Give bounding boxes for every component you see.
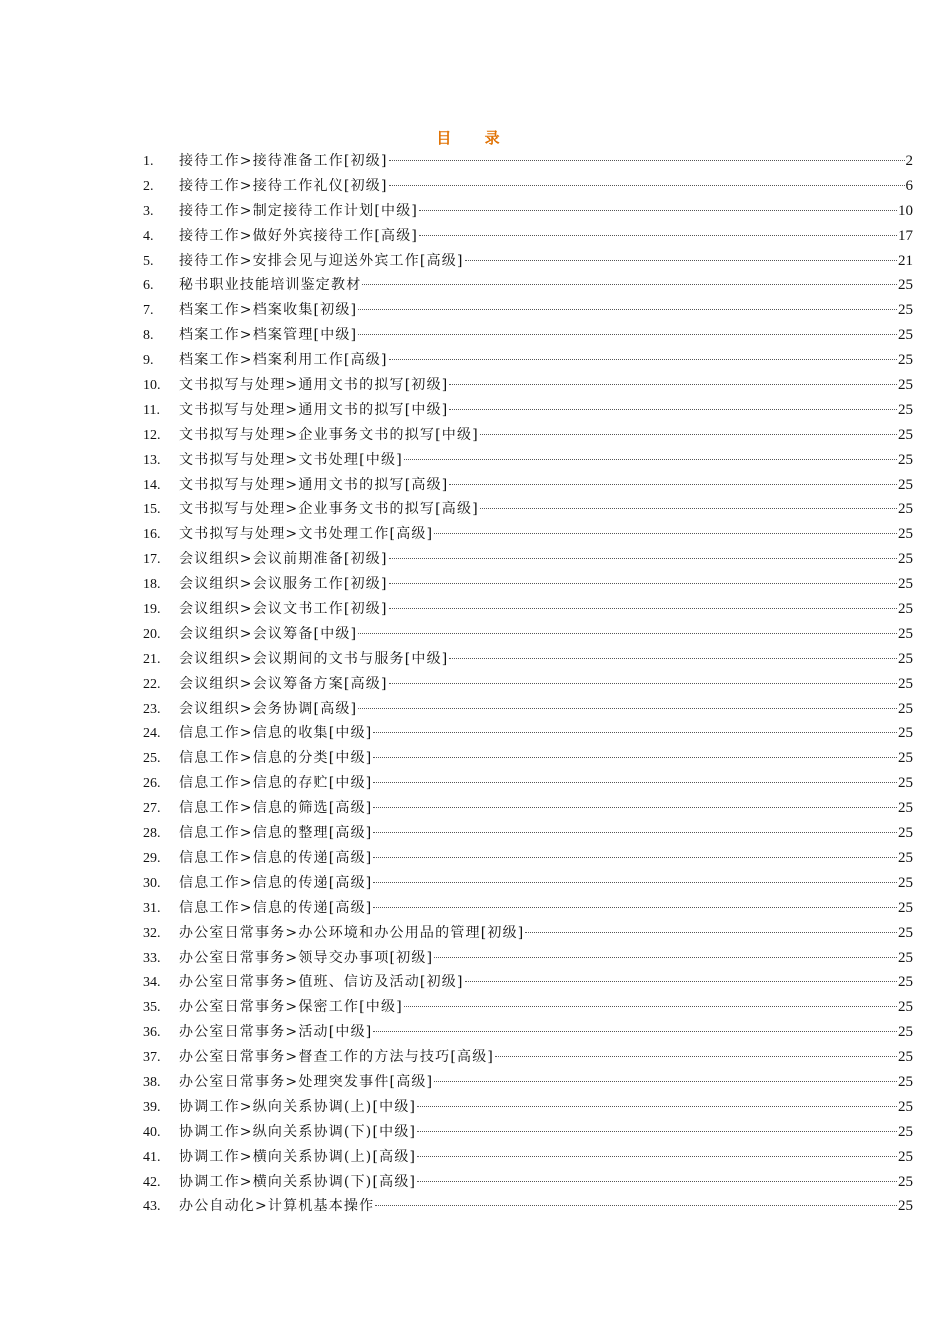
toc-entry-number: 9.: [143, 353, 154, 369]
toc-entry-page-number[interactable]: 25: [898, 625, 913, 642]
toc-entry-page-number[interactable]: 25: [898, 1173, 913, 1190]
toc-entry[interactable]: [143, 647, 913, 672]
toc-dot-leader: [373, 782, 897, 783]
toc-dot-leader: [389, 160, 905, 161]
toc-dot-leader: [525, 932, 897, 933]
toc-entry-label[interactable]: 接待工作>安排会见与迎送外宾工作[高级]: [179, 252, 464, 269]
toc-entry-page-number[interactable]: 25: [898, 1123, 913, 1140]
toc-entry-label[interactable]: 信息工作>信息的存贮[中级]: [179, 775, 373, 792]
toc-entry-page-number[interactable]: 25: [898, 526, 913, 543]
toc-entry-page-number[interactable]: 25: [898, 899, 913, 916]
toc-entry-label[interactable]: 会议组织>会议期间的文书与服务[中级]: [179, 650, 449, 667]
toc-entry-page-number[interactable]: 25: [898, 874, 913, 891]
toc-entry-label[interactable]: 接待工作>接待准备工作[初级]: [179, 153, 388, 169]
toc-entry-number: 30.: [143, 875, 161, 891]
toc-entry-label[interactable]: 档案工作>档案管理[中级]: [179, 327, 358, 344]
toc-entry[interactable]: [143, 672, 913, 697]
toc-entry-page-number[interactable]: 25: [898, 501, 913, 518]
toc-entry-page-number[interactable]: 25: [898, 1073, 913, 1090]
toc-entry-label[interactable]: 文书拟写与处理>企业事务文书的拟写[中级]: [179, 426, 479, 443]
toc-entry[interactable]: [143, 871, 913, 896]
toc-entry[interactable]: [143, 821, 913, 846]
toc-entry-page-number[interactable]: 25: [898, 675, 913, 692]
toc-entry-label[interactable]: 文书拟写与处理>通用文书的拟写[初级]: [179, 377, 449, 394]
toc-entry-page-number[interactable]: 17: [898, 227, 913, 244]
toc-dot-leader: [419, 210, 897, 211]
toc-entry-number: 13.: [143, 452, 161, 468]
toc-dot-leader: [480, 508, 897, 509]
toc-entry[interactable]: [143, 921, 913, 946]
toc-dot-leader: [358, 309, 897, 310]
toc-dot-leader: [495, 1056, 897, 1057]
toc-entry-page-number[interactable]: 25: [898, 576, 913, 593]
toc-entry-number: 34.: [143, 975, 161, 991]
toc-entry[interactable]: [143, 622, 913, 647]
toc-entry-number: 32.: [143, 925, 161, 941]
toc-entry-number: 4.: [143, 228, 154, 244]
toc-entry[interactable]: [143, 522, 913, 547]
toc-entry[interactable]: [143, 423, 913, 448]
toc-entry-page-number[interactable]: 25: [898, 650, 913, 667]
toc-entry-number: 20.: [143, 626, 161, 642]
toc-entry[interactable]: [143, 846, 913, 871]
toc-entry-label[interactable]: 会议组织>会务协调[高级]: [179, 700, 358, 717]
toc-entry-label[interactable]: 会议组织>会议筹备[中级]: [179, 625, 358, 642]
toc-entry-number: 19.: [143, 602, 161, 618]
toc-dot-leader: [389, 583, 897, 584]
toc-entry[interactable]: [143, 1145, 913, 1170]
toc-entry-label[interactable]: 秘书职业技能培训鉴定教材: [179, 277, 362, 294]
toc-entry-number: 12.: [143, 427, 161, 443]
toc-entry-page-number[interactable]: 25: [898, 476, 913, 493]
toc-entry-label[interactable]: 信息工作>信息的传递[高级]: [179, 899, 373, 916]
toc-entry-page-number[interactable]: 25: [898, 825, 913, 842]
toc-entry-page-number[interactable]: 25: [898, 426, 913, 443]
toc-entry-page-number[interactable]: 25: [898, 352, 913, 369]
toc-entry-label[interactable]: 文书拟写与处理>文书处理[中级]: [179, 451, 403, 468]
toc-entry-number: 31.: [143, 900, 161, 916]
toc-entry-number: 26.: [143, 776, 161, 792]
toc-entry[interactable]: [143, 224, 913, 249]
toc-entry-label[interactable]: 文书拟写与处理>企业事务文书的拟写[高级]: [179, 501, 479, 518]
toc-entry-number: 21.: [143, 651, 161, 667]
toc-entry-label[interactable]: 会议组织>会议服务工作[初级]: [179, 576, 388, 593]
toc-dot-leader: [389, 608, 897, 609]
toc-entry[interactable]: [143, 1020, 913, 1045]
toc-entry-number: 25.: [143, 751, 161, 767]
toc-entry-number: 40.: [143, 1124, 161, 1140]
toc-entry-number: 2.: [143, 178, 154, 194]
toc-entry[interactable]: [143, 1070, 913, 1095]
toc-entry-number: 23.: [143, 701, 161, 717]
toc-entry-label[interactable]: 信息工作>信息的收集[中级]: [179, 725, 373, 742]
toc-entry-number: 37.: [143, 1050, 161, 1066]
toc-entry-label[interactable]: 文书拟写与处理>通用文书的拟写[中级]: [179, 401, 449, 418]
toc-dot-leader: [389, 359, 897, 360]
toc-dot-leader: [389, 185, 905, 186]
toc-dot-leader: [358, 633, 897, 634]
toc-entry[interactable]: [143, 298, 913, 323]
toc-entry-number: 43.: [143, 1199, 161, 1215]
toc-entry-label[interactable]: 信息工作>信息的筛选[高级]: [179, 800, 373, 817]
toc-entry-page-number[interactable]: 25: [898, 750, 913, 767]
toc-dot-leader: [373, 832, 897, 833]
toc-entry[interactable]: [143, 721, 913, 746]
toc-entry-page-number[interactable]: 25: [898, 974, 913, 991]
toc-entry-number: 1.: [143, 154, 154, 169]
toc-dot-leader: [389, 683, 897, 684]
toc-entry-number: 41.: [143, 1149, 161, 1165]
toc-entry-number: 27.: [143, 801, 161, 817]
toc-dot-leader: [417, 1181, 897, 1182]
toc-dot-leader: [465, 981, 897, 982]
toc-dot-leader: [358, 334, 897, 335]
toc-entry-label[interactable]: 档案工作>档案收集[初级]: [179, 302, 358, 319]
toc-entry[interactable]: [143, 323, 913, 348]
toc-entry-number: 5.: [143, 253, 154, 269]
toc-entry-label[interactable]: 办公室日常事务>保密工作[中级]: [179, 999, 403, 1016]
toc-entry[interactable]: [143, 995, 913, 1020]
toc-dot-leader: [358, 708, 897, 709]
toc-dot-leader: [434, 533, 897, 534]
toc-dot-leader: [373, 882, 897, 883]
toc-entry-number: 17.: [143, 552, 161, 568]
toc-entry-label[interactable]: 办公室日常事务>领导交办事项[初级]: [179, 949, 434, 966]
toc-entry-page-number[interactable]: 25: [898, 1148, 913, 1165]
toc-title: 目 录: [436, 129, 514, 147]
toc-dot-leader: [373, 1031, 897, 1032]
toc-entry[interactable]: [143, 273, 913, 298]
toc-entry-number: 7.: [143, 303, 154, 319]
toc-entry-page-number[interactable]: 25: [898, 551, 913, 568]
toc-dot-leader: [373, 732, 897, 733]
toc-dot-leader: [373, 857, 897, 858]
toc-entry-label[interactable]: 信息工作>信息的传递[高级]: [179, 849, 373, 866]
toc-entry-page-number[interactable]: 25: [898, 1049, 913, 1066]
toc-entry[interactable]: [143, 697, 913, 722]
toc-entry-label[interactable]: 会议组织>会议文书工作[初级]: [179, 601, 388, 618]
toc-entry[interactable]: [143, 572, 913, 597]
toc-entry-label[interactable]: 办公室日常事务>办公环境和办公用品的管理[初级]: [179, 924, 525, 941]
toc-entry-number: 10.: [143, 378, 161, 394]
toc-entry-page-number[interactable]: 25: [898, 800, 913, 817]
toc-entry-page-number[interactable]: 25: [898, 401, 913, 418]
toc-entry-number: 22.: [143, 676, 161, 692]
toc-entry-page-number[interactable]: 25: [898, 277, 913, 294]
toc-dot-leader: [404, 1006, 897, 1007]
toc-entry-label[interactable]: 文书拟写与处理>文书处理工作[高级]: [179, 526, 434, 543]
toc-entry-label[interactable]: 办公室日常事务>活动[中级]: [179, 1024, 373, 1041]
toc-dot-leader: [362, 284, 897, 285]
toc-dot-leader: [389, 558, 897, 559]
toc-entry-label[interactable]: 会议组织>会议筹备方案[高级]: [179, 675, 388, 692]
toc-entry[interactable]: [143, 1170, 913, 1195]
toc-entry-label[interactable]: 信息工作>信息的分类[中级]: [179, 750, 373, 767]
toc-entry-label[interactable]: 档案工作>档案利用工作[高级]: [179, 352, 388, 369]
toc-entry[interactable]: [143, 448, 913, 473]
toc-entry-page-number[interactable]: 25: [898, 1024, 913, 1041]
toc-dot-leader: [480, 434, 897, 435]
toc-entry[interactable]: [143, 473, 913, 498]
toc-entry-number: 29.: [143, 850, 161, 866]
toc-entry-label[interactable]: 协调工作>横向关系协调(上)[高级]: [179, 1148, 417, 1165]
toc-dot-leader: [417, 1106, 897, 1107]
toc-entry-number: 6.: [143, 278, 154, 294]
toc-entry[interactable]: [143, 373, 913, 398]
toc-dot-leader: [373, 807, 897, 808]
toc-entry[interactable]: [143, 348, 913, 373]
toc-entry-page-number[interactable]: 25: [898, 924, 913, 941]
toc-entry-label[interactable]: 办公室日常事务>处理突发事件[高级]: [179, 1073, 434, 1090]
toc-entry[interactable]: [143, 497, 913, 522]
toc-entry-number: 33.: [143, 950, 161, 966]
toc-entry[interactable]: [143, 1120, 913, 1145]
toc-entry-label[interactable]: 协调工作>纵向关系协调(上)[中级]: [179, 1098, 417, 1115]
toc-entry-page-number[interactable]: 25: [898, 601, 913, 618]
toc-entry-label[interactable]: 接待工作>接待工作礼仪[初级]: [179, 177, 388, 194]
toc-dot-leader: [404, 459, 897, 460]
toc-entry[interactable]: [143, 796, 913, 821]
toc-entry-label[interactable]: 会议组织>会议前期准备[初级]: [179, 551, 388, 568]
toc-entry-page-number[interactable]: 25: [898, 327, 913, 344]
toc-entry-number: 24.: [143, 726, 161, 742]
toc-dot-leader: [373, 757, 897, 758]
toc-dot-leader: [465, 260, 897, 261]
toc-entry-label[interactable]: 信息工作>信息的整理[高级]: [179, 825, 373, 842]
toc-entry-page-number[interactable]: 25: [898, 700, 913, 717]
toc-entry-label[interactable]: 办公自动化>计算机基本操作: [179, 1198, 375, 1215]
toc-entry-page-number[interactable]: 6: [905, 177, 913, 194]
toc-entry[interactable]: [143, 896, 913, 921]
toc-entry-label[interactable]: 文书拟写与处理>通用文书的拟写[高级]: [179, 476, 449, 493]
toc-entry[interactable]: [143, 398, 913, 423]
toc-entry-label[interactable]: 接待工作>制定接待工作计划[中级]: [179, 202, 419, 219]
toc-entry-number: 42.: [143, 1174, 161, 1190]
toc-entry-label[interactable]: 信息工作>信息的传递[高级]: [179, 874, 373, 891]
toc-entry[interactable]: [143, 149, 913, 174]
toc-entry-page-number[interactable]: 2: [905, 153, 913, 169]
toc-entry-number: 35.: [143, 1000, 161, 1016]
toc-entry[interactable]: [143, 547, 913, 572]
toc-dot-leader: [434, 1081, 897, 1082]
toc-entry[interactable]: [143, 746, 913, 771]
toc-entry-page-number[interactable]: 25: [898, 949, 913, 966]
toc-entry-page-number[interactable]: 25: [898, 1098, 913, 1115]
toc-entry-number: 8.: [143, 328, 154, 344]
toc-entry-page-number[interactable]: 25: [898, 377, 913, 394]
toc-entry-page-number[interactable]: 21: [898, 252, 913, 269]
toc-entry-number: 16.: [143, 527, 161, 543]
toc-dot-leader: [373, 907, 897, 908]
toc-dot-leader: [375, 1205, 897, 1206]
toc-dot-leader: [417, 1131, 897, 1132]
toc-dot-leader: [449, 658, 897, 659]
toc-entry-number: 3.: [143, 203, 154, 219]
toc-list: [143, 149, 913, 1219]
toc-entry[interactable]: [143, 946, 913, 971]
toc-entry-label[interactable]: 办公室日常事务>督查工作的方法与技巧[高级]: [179, 1049, 495, 1066]
toc-entry-page-number[interactable]: 25: [898, 302, 913, 319]
toc-entry-label[interactable]: 办公室日常事务>值班、信访及活动[初级]: [179, 974, 464, 991]
toc-entry[interactable]: [143, 1194, 913, 1219]
toc-dot-leader: [449, 384, 897, 385]
toc-entry[interactable]: [143, 1045, 913, 1070]
toc-entry-number: 38.: [143, 1074, 161, 1090]
toc-entry-page-number[interactable]: 25: [898, 1198, 913, 1215]
toc-dot-leader: [449, 484, 897, 485]
toc-entry[interactable]: [143, 174, 913, 199]
toc-entry-label[interactable]: 协调工作>横向关系协调(下)[高级]: [179, 1173, 417, 1190]
toc-dot-leader: [419, 235, 897, 236]
toc-entry-number: 11.: [143, 402, 160, 418]
toc-entry[interactable]: [143, 771, 913, 796]
toc-entry[interactable]: [143, 597, 913, 622]
toc-dot-leader: [417, 1156, 897, 1157]
toc-entry-page-number[interactable]: 25: [898, 849, 913, 866]
toc-entry-page-number[interactable]: 10: [898, 202, 913, 219]
toc-entry-number: 36.: [143, 1025, 161, 1041]
toc-entry-number: 28.: [143, 826, 161, 842]
toc-dot-leader: [449, 409, 897, 410]
toc-entry-number: 15.: [143, 502, 161, 518]
toc-dot-leader: [434, 957, 897, 958]
toc-entry-page-number[interactable]: 25: [898, 725, 913, 742]
toc-entry[interactable]: [143, 249, 913, 274]
toc-entry-page-number[interactable]: 25: [898, 775, 913, 792]
toc-entry-page-number[interactable]: 25: [898, 999, 913, 1016]
toc-entry[interactable]: [143, 970, 913, 995]
toc-entry-page-number[interactable]: 25: [898, 451, 913, 468]
toc-entry-number: 18.: [143, 577, 161, 593]
toc-entry-number: 14.: [143, 477, 161, 493]
toc-entry[interactable]: [143, 1095, 913, 1120]
toc-entry-number: 39.: [143, 1099, 161, 1115]
toc-entry[interactable]: [143, 199, 913, 224]
toc-entry-label[interactable]: 协调工作>纵向关系协调(下)[中级]: [179, 1123, 417, 1140]
toc-entry-label[interactable]: 接待工作>做好外宾接待工作[高级]: [179, 227, 419, 244]
